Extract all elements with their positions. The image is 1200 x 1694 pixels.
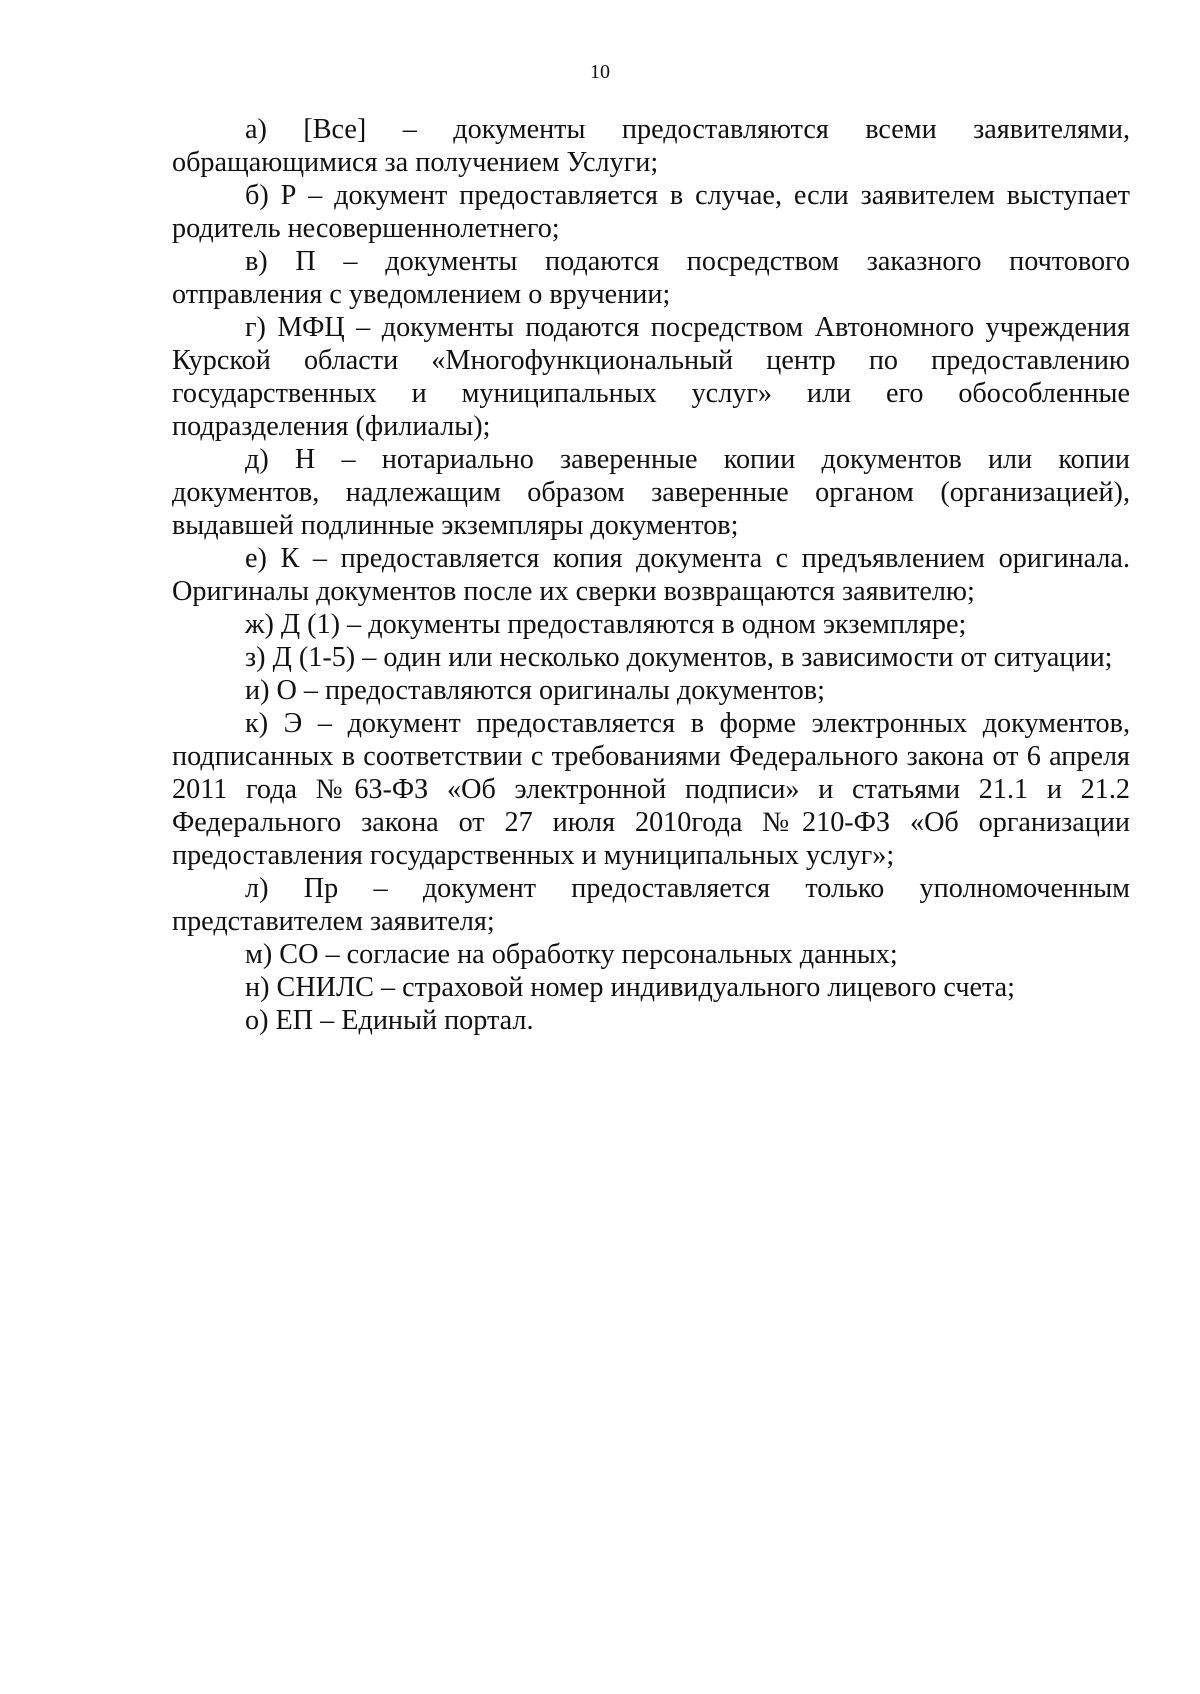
list-item-n: н) СНИЛС – страховой номер индивидуального лицевого счета; [245,972,1016,1003]
list-item-a: а) [Все] – документы предоставляются всеми заявителями, обращающимися за получением Услуги; [172,114,1130,178]
document-body [172,113,1130,1037]
list-item-k: к) Э – документ предоставляется в форме электронных документов, подписанных в соответствии с требованиями Федерального закона от 6 апреля 2011 года №63-ФЗ «Об электронной подписи» и статьями 21.1 и 21.2 Федерального закона от 27 июля 2010года №210-ФЗ «Об организации предоставления государственных и муниципальных услуг»; [172,708,1130,871]
list-item-o: о) ЕП – Единый портал. [245,1005,534,1036]
list-item-i: и) О – предоставляются оригиналы документов; [245,675,825,706]
list-item-b: б) Р – документ предоставляется в случае, если заявителем выступает родитель несовершеннолетнего; [172,180,1130,244]
list-item-v: в) П – документы подаются посредством заказного почтового отправления с уведомлением о вручении; [172,246,1130,310]
list-item-e: е) К – предоставляется копия документа с предъявлением оригинала. Оригиналы документов после их сверки возвращаются заявителю; [172,543,1130,607]
list-item-z: з) Д (1-5) – один или несколько документов, в зависимости от ситуации; [245,642,1113,673]
list-item-zh: ж) Д (1) – документы предоставляются в одном экземпляре; [245,609,967,640]
list-item-g: г) МФЦ – документы подаются посредством Автономного учреждения Курской области «Многофункциональный центр по предоставлению государственных и муниципальных услуг» или его обособленные подразделения (филиалы); [172,312,1130,442]
list-item-l: л) Пр – документ предоставляется только уполномоченным представителем заявителя; [172,873,1130,937]
list-item-d: д) Н – нотариально заверенные копии документов или копии документов, надлежащим образом заверенные органом (организацией), выдавшей подлинные экземпляры документов; [172,444,1130,541]
list-item-m: м) СО – согласие на обработку персональных данных; [245,939,898,970]
page-number: 10 [590,61,610,83]
